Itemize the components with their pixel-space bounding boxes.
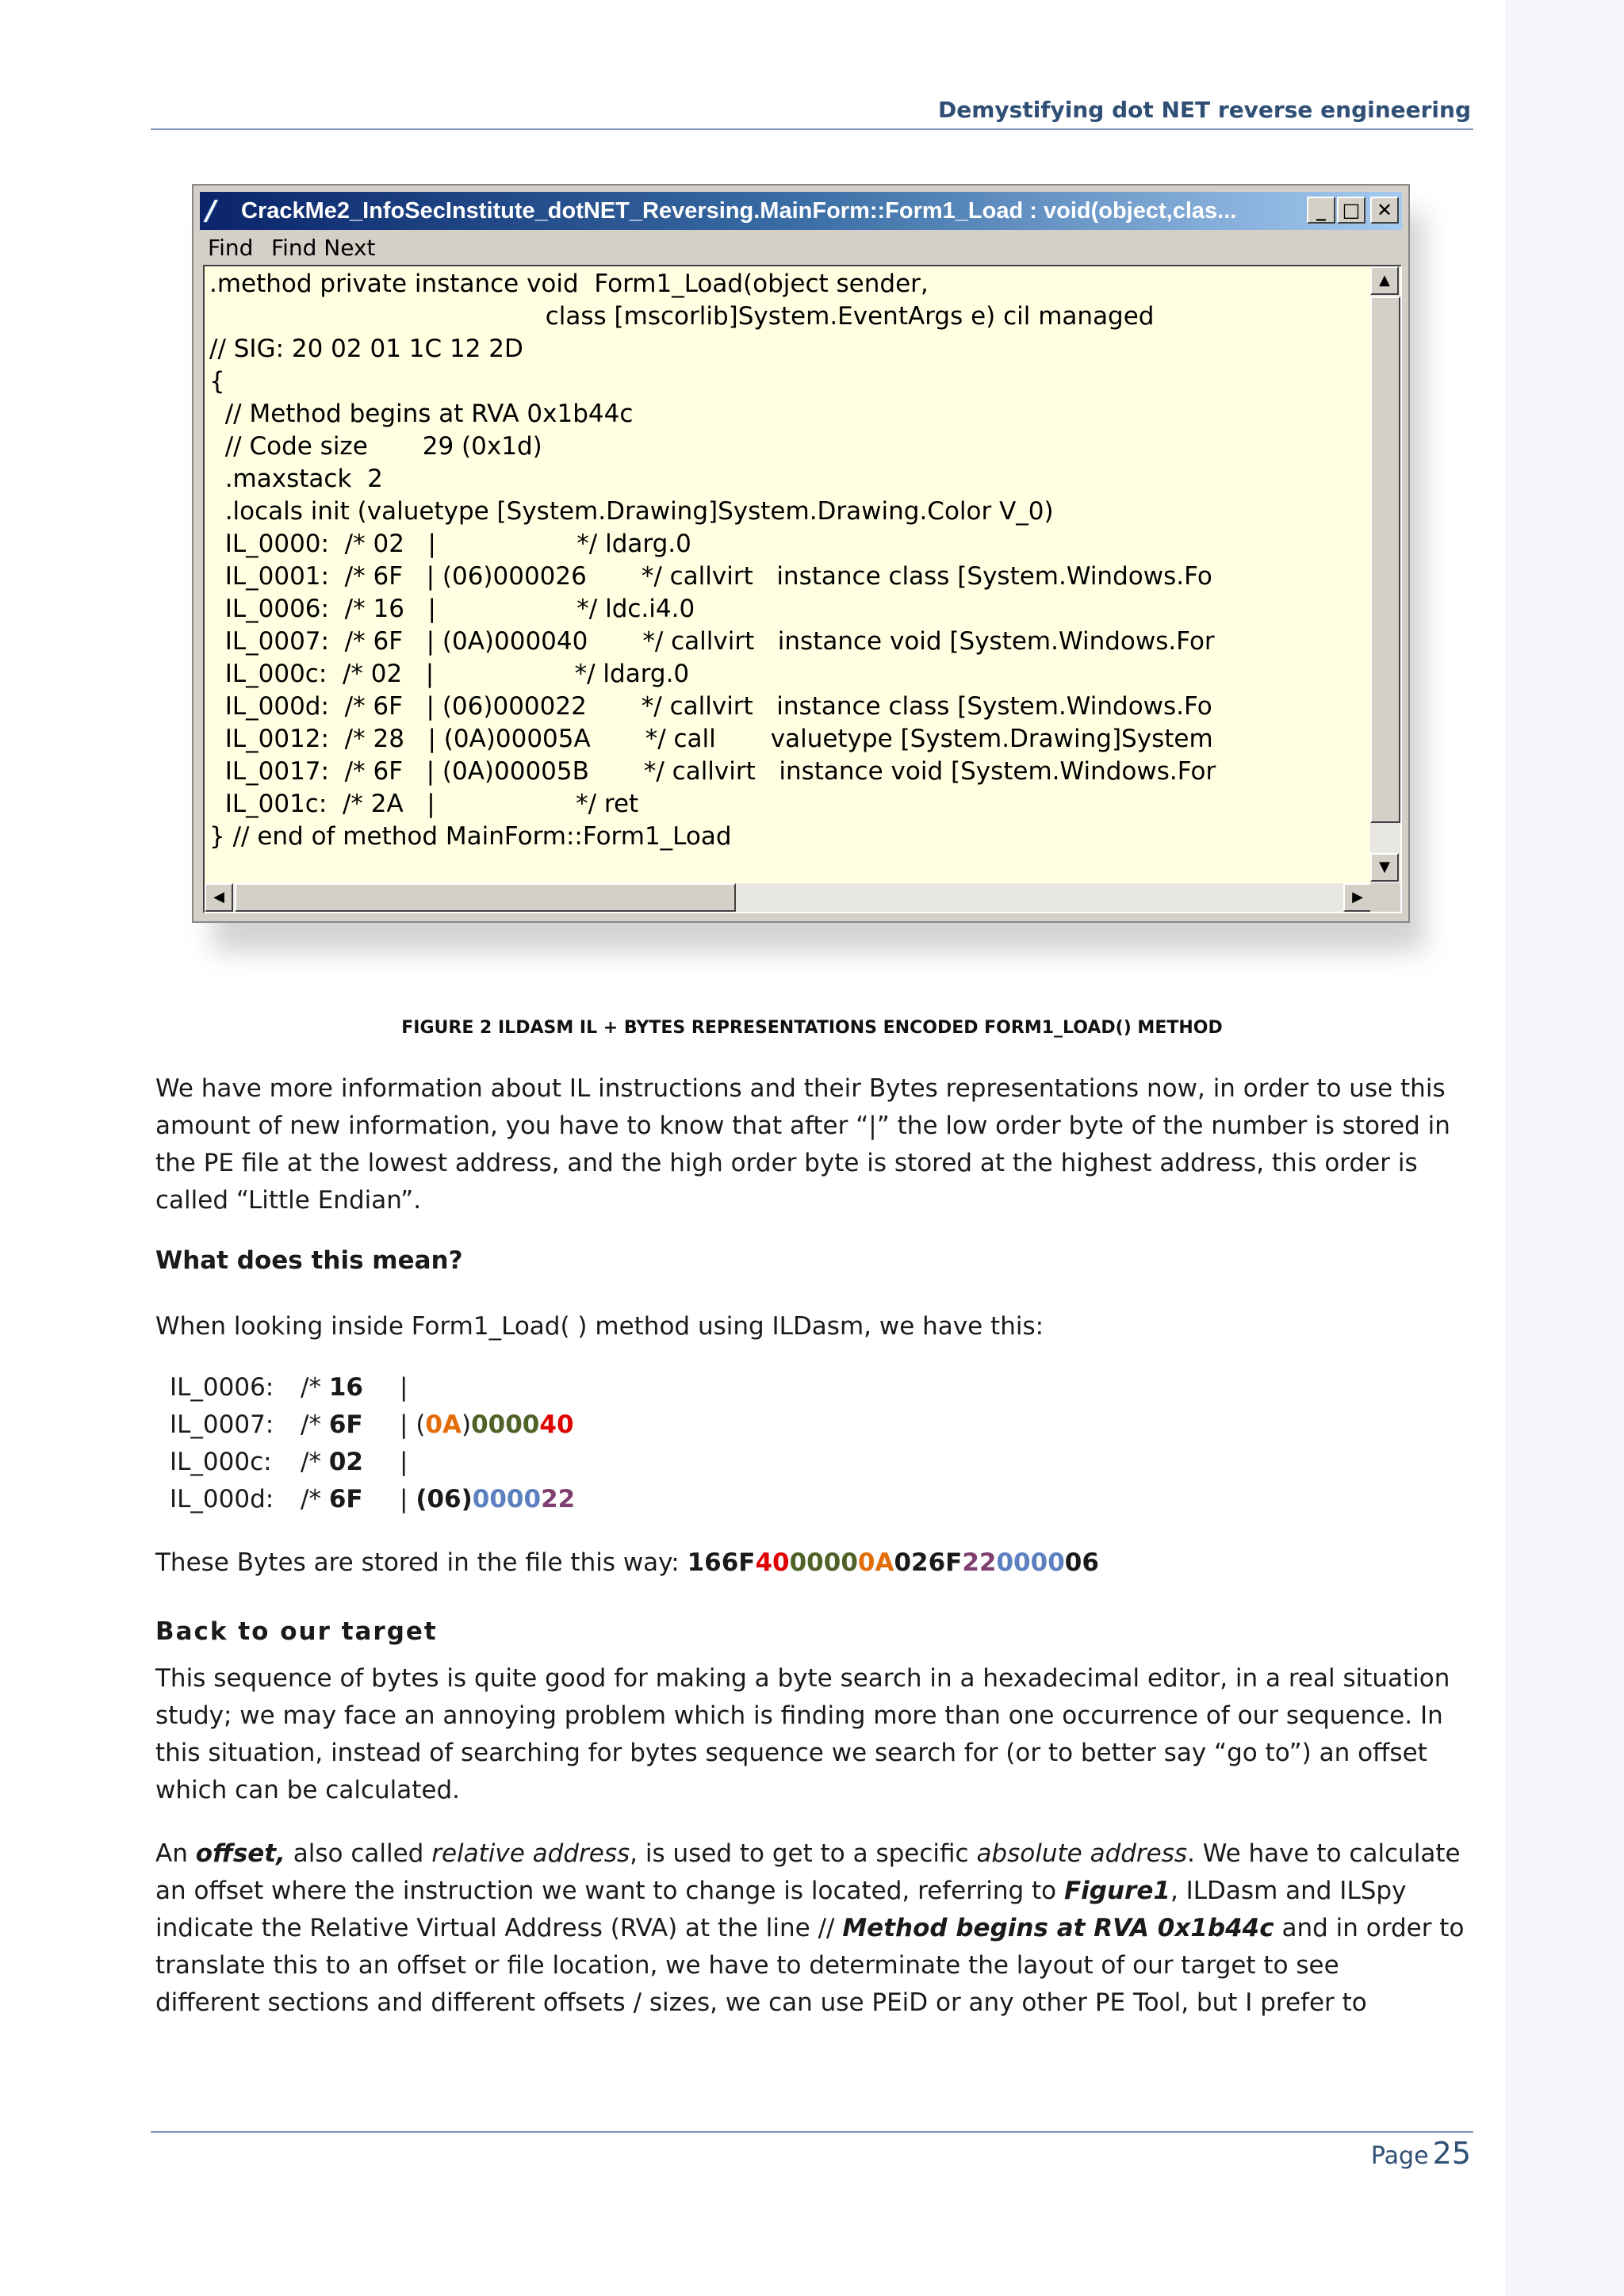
il-bytes: /* 16: [301, 1373, 363, 1402]
vertical-scrollbar[interactable]: [1370, 266, 1400, 883]
code-line: IL_0001: /* 6F | (06)000026 */ callvirt instance class [System.Windows.Fo: [209, 562, 1212, 591]
code-line: // SIG: 20 02 01 1C 12 2D: [209, 335, 523, 363]
text-line: When looking inside Form1_Load( ) method using ILDasm, we have this:: [155, 1312, 1044, 1341]
page-margin-stripe: [1505, 0, 1624, 2296]
vertical-scroll-thumb[interactable]: [1370, 297, 1400, 823]
text-line: We have more information about IL instructions and their Bytes representations now, in order to use this: [155, 1074, 1446, 1103]
text-line: an offset where the instruction we want to change is located, referring to Figure1, ILDasm and ILSpy: [155, 1877, 1407, 1905]
code-line: IL_000c: /* 02 | */ ldarg.0: [209, 660, 690, 688]
resize-grip-icon[interactable]: [1370, 883, 1400, 912]
horizontal-scrollbar[interactable]: [205, 883, 1372, 912]
scroll-down-icon[interactable]: ▼: [1370, 853, 1399, 882]
intro-line: [155, 1308, 1472, 1345]
figure-caption: FIGURE 2 ILDASM IL + BYTES REPRESENTATIONS ENCODED FORM1_LOAD() METHOD: [401, 1018, 1223, 1038]
text-line: indicate the Relative Virtual Address (RVA) at the line // Method begins at RVA 0x1b44c and in order to: [155, 1914, 1465, 1942]
code-line: class [mscorlib]System.EventArgs e) cil managed: [209, 302, 1155, 331]
minimize-icon[interactable]: _: [1307, 197, 1335, 224]
text-line: study; we may face an annoying problem which is finding more than one occurrence of our sequence. In: [155, 1701, 1443, 1730]
text-line: translate this to an offset or file location, we have to determinate the layout of our target to see: [155, 1951, 1339, 1980]
code-line: // Method begins at RVA 0x1b44c: [209, 400, 634, 428]
code-line: .maxstack 2: [209, 465, 383, 493]
menu-bar: [200, 232, 1402, 263]
text-line: called “Little Endian”.: [155, 1186, 422, 1215]
footer-rule: [151, 2131, 1473, 2133]
section-heading: Back to our target: [155, 1617, 438, 1646]
header-rule: [151, 128, 1473, 130]
paragraph-offset: [155, 1835, 1472, 2022]
il-bytes: /* 02: [301, 1448, 363, 1476]
close-icon[interactable]: ✕: [1370, 197, 1399, 224]
text-line: An offset, also called relative address, is used to get to a specific absolute address. We have to calculate: [155, 1839, 1461, 1868]
il-token: |: [400, 1373, 408, 1402]
ildasm-window: [192, 184, 1410, 923]
page-number: Page 25: [1370, 2136, 1471, 2171]
il-bytes: /* 6F: [301, 1485, 363, 1513]
text-line: which can be calculated.: [155, 1776, 461, 1804]
code-line: } // end of method MainForm::Form1_Load: [209, 822, 732, 851]
il-offset: IL_0007:: [170, 1410, 274, 1439]
paragraph-search: [155, 1660, 1472, 1809]
header-title: Demystifying dot NET reverse engineering: [938, 97, 1471, 123]
text-line: This sequence of bytes is quite good for making a byte search in a hexadecimal editor, in a real situation: [155, 1664, 1450, 1693]
text-line: different sections and different offsets / sizes, we can use PEiD or any other PE Tool, but I prefer to: [155, 1988, 1367, 2017]
maximize-icon[interactable]: □: [1337, 197, 1365, 224]
menu-find-next[interactable]: Find Next: [271, 235, 376, 261]
text-line: the PE file at the lowest address, and the high order byte is stored at the highest address, this order is: [155, 1149, 1418, 1177]
il-token: |: [400, 1448, 408, 1476]
il-offset: IL_0006:: [170, 1373, 274, 1402]
text-line: amount of new information, you have to know that after “|” the low order byte of the number is stored in: [155, 1112, 1450, 1140]
code-line: // Code size 29 (0x1d): [209, 432, 542, 461]
code-view[interactable]: [203, 265, 1402, 913]
menu-find[interactable]: Find: [208, 235, 254, 261]
il-offset: IL_000c:: [170, 1448, 272, 1476]
scroll-left-icon[interactable]: ◀: [205, 883, 233, 912]
stored-lead: These Bytes are stored in the file this way:: [155, 1548, 688, 1577]
il-token: | (0A)000040: [400, 1410, 574, 1439]
il-offset: IL_000d:: [170, 1485, 274, 1513]
code-line: IL_0000: /* 02 | */ ldarg.0: [209, 530, 691, 558]
window-titlebar[interactable]: [200, 192, 1402, 230]
code-line: IL_0007: /* 6F | (0A)000040 */ callvirt instance void [System.Windows.For: [209, 627, 1215, 656]
code-line: .method private instance void Form1_Load(object sender,: [209, 270, 929, 298]
section-heading: What does this mean?: [155, 1246, 463, 1275]
code-line: {: [209, 367, 225, 396]
code-line: IL_001c: /* 2A | */ ret: [209, 790, 639, 818]
scroll-up-icon[interactable]: ▲: [1370, 266, 1399, 295]
il-bytes: /* 6F: [301, 1410, 363, 1439]
horizontal-scroll-thumb[interactable]: [235, 883, 736, 912]
code-line: IL_0006: /* 16 | */ ldc.i4.0: [209, 595, 695, 623]
scroll-right-icon[interactable]: ▶: [1343, 883, 1372, 912]
code-line: IL_000d: /* 6F | (06)000022 */ callvirt instance class [System.Windows.Fo: [209, 692, 1212, 721]
il-token: | (06)000022: [400, 1485, 576, 1513]
paragraph-endian: [155, 1070, 1472, 1219]
stored-bytes-line: These Bytes are stored in the file this way: 166F4000000A026F22000006: [155, 1548, 1099, 1577]
ildasm-app-icon: /: [206, 195, 216, 227]
code-line: .locals init (valuetype [System.Drawing]System.Drawing.Color V_0): [209, 497, 1054, 526]
code-line: IL_0017: /* 6F | (0A)00005B */ callvirt instance void [System.Windows.For: [209, 757, 1216, 786]
il-code: [209, 268, 1362, 871]
window-title: CrackMe2_InfoSecInstitute_dotNET_Reversing.MainForm::Form1_Load : void(object,clas...: [241, 198, 1237, 224]
code-line: IL_0012: /* 28 | (0A)00005A */ call valuetype [System.Drawing]System: [209, 725, 1213, 753]
text-line: this situation, instead of searching for bytes sequence we search for (or to better say “go to”) an offset: [155, 1739, 1427, 1767]
